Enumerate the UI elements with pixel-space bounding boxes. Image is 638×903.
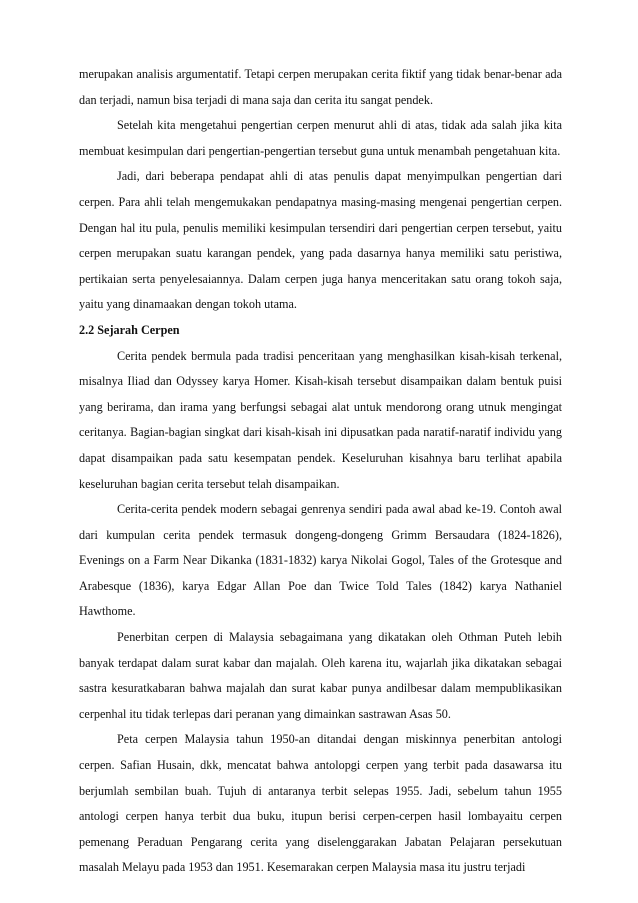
paragraph: Cerita pendek bermula pada tradisi penceritaan yang menghasilkan kisah-kisah terkenal, misalnya Iliad dan Odyssey karya Homer. Kisah-kisah tersebut disampaikan dalam bentuk puisi yang berirama, dan irama yang berfungsi sebagai alat untuk mendorong orang utnuk mengingat ceritanya. Bagian-bagian singkat dari kisah-kisah ini dipusatkan pada naratif-naratif individu yang dapat disampaikan pada satu kesempatan pendek. Keseluruhan kisahnya baru terlihat apabila keseluruhan bagian cerita tersebut telah disampaikan. [79,348,562,491]
paragraph: Peta cerpen Malaysia tahun 1950-an ditandai dengan miskinnya penerbitan antologi cerpen. Safian Husain, dkk, mencatat bahwa antolopgi cerpen yang terbit pada dasawarsa itu berjumlah sembilan buah. Tujuh di antaranya terbit selepas 1955. Jadi, sebelum tahun 1955 antologi cerpen hanya terbit dua buku, itupun berisi cerpen-cerpen hasil lombayaitu cerpen pemenang Peraduan Pengarang cerita yang diselenggarakan Jabatan Pelajaran persekutuan masalah Melayu pada 1953 dan 1951. Kesemarakan cerpen Malaysia masa itu justru terjadi [79,732,562,875]
section-heading: 2.2 Sejarah Cerpen [79,322,180,337]
paragraph: merupakan analisis argumentatif. Tetapi cerpen merupakan cerita fiktif yang tidak benar-benar ada dan terjadi, namun bisa terjadi di mana saja dan cerita itu sangat pendek. [79,67,562,107]
document-page [79,62,562,881]
paragraph: Cerita-cerita pendek modern sebagai genrenya sendiri pada awal abad ke-19. Contoh awal dari kumpulan cerita pendek termasuk dongeng-dongeng Grimm Bersaudara (1824-1826), Evenings on a Farm Near Dikanka (1831-1832) karya Nikolai Gogol, Tales of the Grotesque and Arabesque (1836), karya Edgar Allan Poe dan Twice Told Tales (1842) karya Nathaniel Hawthome. [79,502,562,619]
paragraph: Jadi, dari beberapa pendapat ahli di atas penulis dapat menyimpulkan pengertian dari cerpen. Para ahli telah mengemukakan pendapatnya masing-masing mengenai pengertian cerpen. Dengan hal itu pula, penulis memiliki kesimpulan tersendiri dari pengertian cerpen tersebut, yaitu cerpen merupakan suatu karangan pendek, yang pada dasarnya hanya memiliki satu peristiwa, pertikaian serta penyelesaiannya. Dalam cerpen juga hanya menceritakan satu orang tokoh saja, yaitu yang dinamaakan dengan tokoh utama. [79,169,562,312]
paragraph: Setelah kita mengetahui pengertian cerpen menurut ahli di atas, tidak ada salah jika kita membuat kesimpulan dari pengertian-pengertian tersebut guna untuk menambah pengetahuan kita. [79,118,562,158]
paragraph: Penerbitan cerpen di Malaysia sebagaimana yang dikatakan oleh Othman Puteh lebih banyak terdapat dalam surat kabar dan majalah. Oleh karena itu, wajarlah jika dikatakan sebagai sastra kesuratkabaran bahwa majalah dan surat kabar punya andilbesar dalam mempublikasikan cerpenhal itu tidak terlepas dari peranan yang dimainkan sastrawan Asas 50. [79,630,562,721]
